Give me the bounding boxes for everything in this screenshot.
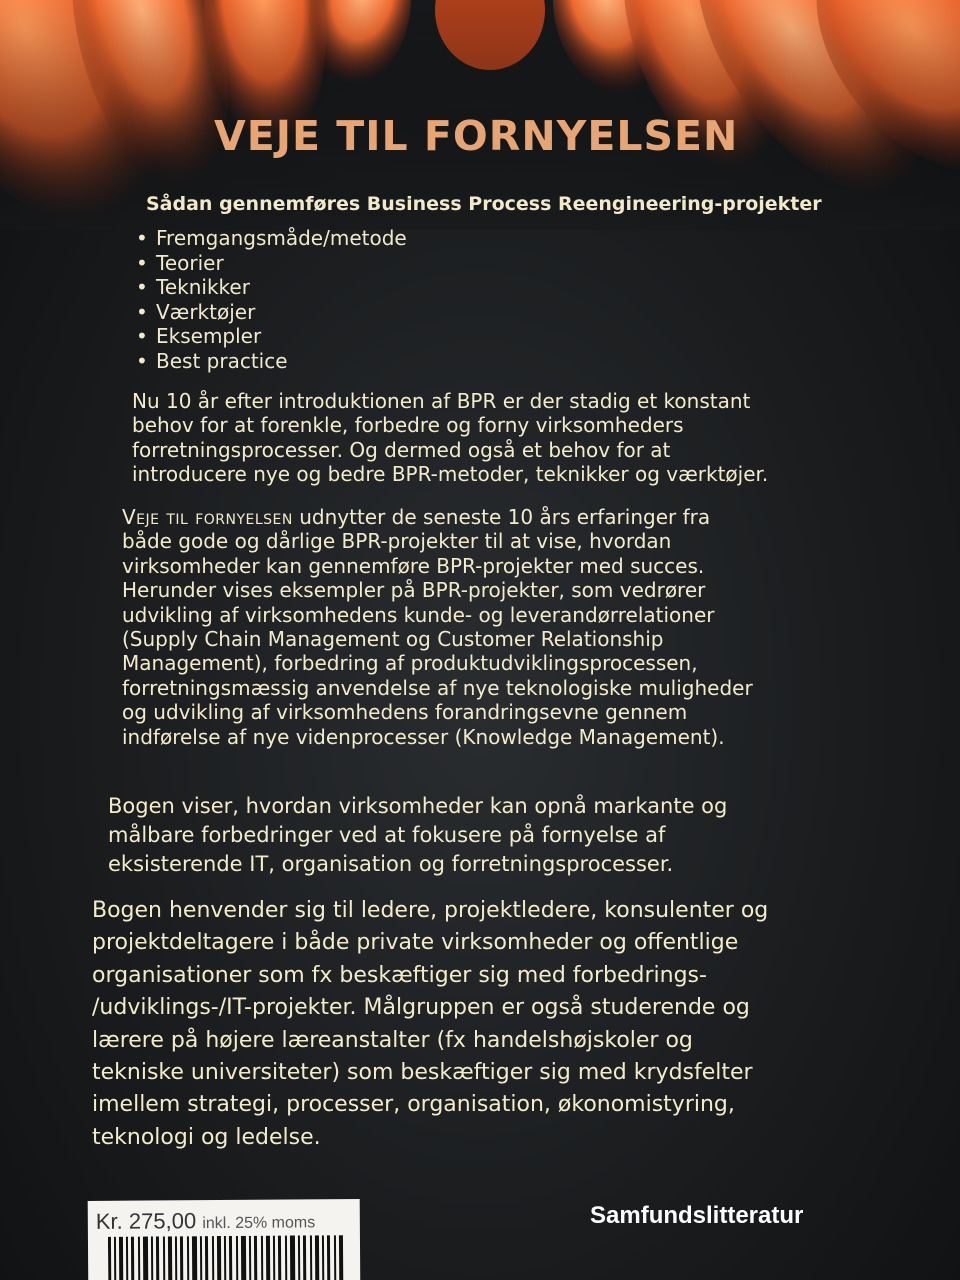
barcode-icon (108, 1235, 348, 1280)
topic-list (136, 226, 407, 374)
list-item: • Teknikker (136, 275, 250, 300)
title-reference: Veje til fornyelsen (122, 505, 293, 529)
publisher-name: Samfundslitteratur (590, 1202, 804, 1229)
bullet-icon: • (136, 226, 148, 250)
intro-paragraph: Nu 10 år efter introduktionen af BPR er der stadig et konstant behov for at forenkle, forbedre og forny virksomheders forretningsprocesser. Og dermed også et behov for at introducere nye og bedre BPR-metoder, teknikker og værktøjer. (132, 389, 769, 487)
list-item: • Best practice (136, 348, 288, 373)
benefits-paragraph: Bogen viser, hvordan virksomheder kan opnå markante og målbare forbedringer ved at fokusere på fornyelse af eksisterende IT, organisation og forretningsprocesser. (108, 794, 728, 876)
book-title: VEJE TIL FORNYELSEN (214, 112, 739, 160)
list-item: • Fremgangsmåde/metode (136, 226, 407, 250)
list-item: • Teorier (136, 250, 224, 275)
bullet-icon: • (136, 299, 148, 324)
list-item: • Værktøjer (136, 299, 256, 324)
description-paragraph: Veje til fornyelsen udnytter de seneste 10 års erfaringer fra både gode og dårlige BPR-projekter til at vise, hvordan virksomheder kan gennemføre BPR-projekter med succes. Herunder vises eksempler på BPR-projekter, som vedrører udvikling af virksomhedens kunde- og leverandørrelationer (Supply Chain Management og Customer Relationship Management), forbedring af produktudviklingsprocessen, forretningsmæssig anvendelse af nye teknologiske muligheder og udvikling af virksomhedens forandringsevne gennem indførelse af nye videnprocesser (Knowledge Management). (122, 505, 753, 749)
list-item: • Eksempler (136, 324, 262, 349)
price-label (88, 1199, 361, 1280)
bullet-icon: • (136, 348, 148, 373)
vat-note: inkl. 25% moms (202, 1214, 316, 1233)
bullet-icon: • (136, 275, 148, 300)
bullet-icon: • (136, 324, 148, 349)
price-text: Kr. 275,00 inkl. 25% moms (95, 1208, 316, 1234)
bullet-icon: • (136, 250, 148, 275)
audience-paragraph: Bogen henvender sig til ledere, projektledere, konsulenter og projektdeltagere i både private virksomheder og offentlige organisationer som fx beskæftiger sig med forbedrings- /udviklings-/IT-projekter. Målgruppen er også studerende og lærere på højere læreanstalter (fx handelshøjskoler og tekniske universiteter) som beskæftiger sig med krydsfelter imellem strategi, processer, organisation, økonomistyring, teknologi og ledelse. (92, 898, 769, 1150)
book-subtitle: Sådan gennemføres Business Process Reengineering-projekter (146, 193, 822, 215)
